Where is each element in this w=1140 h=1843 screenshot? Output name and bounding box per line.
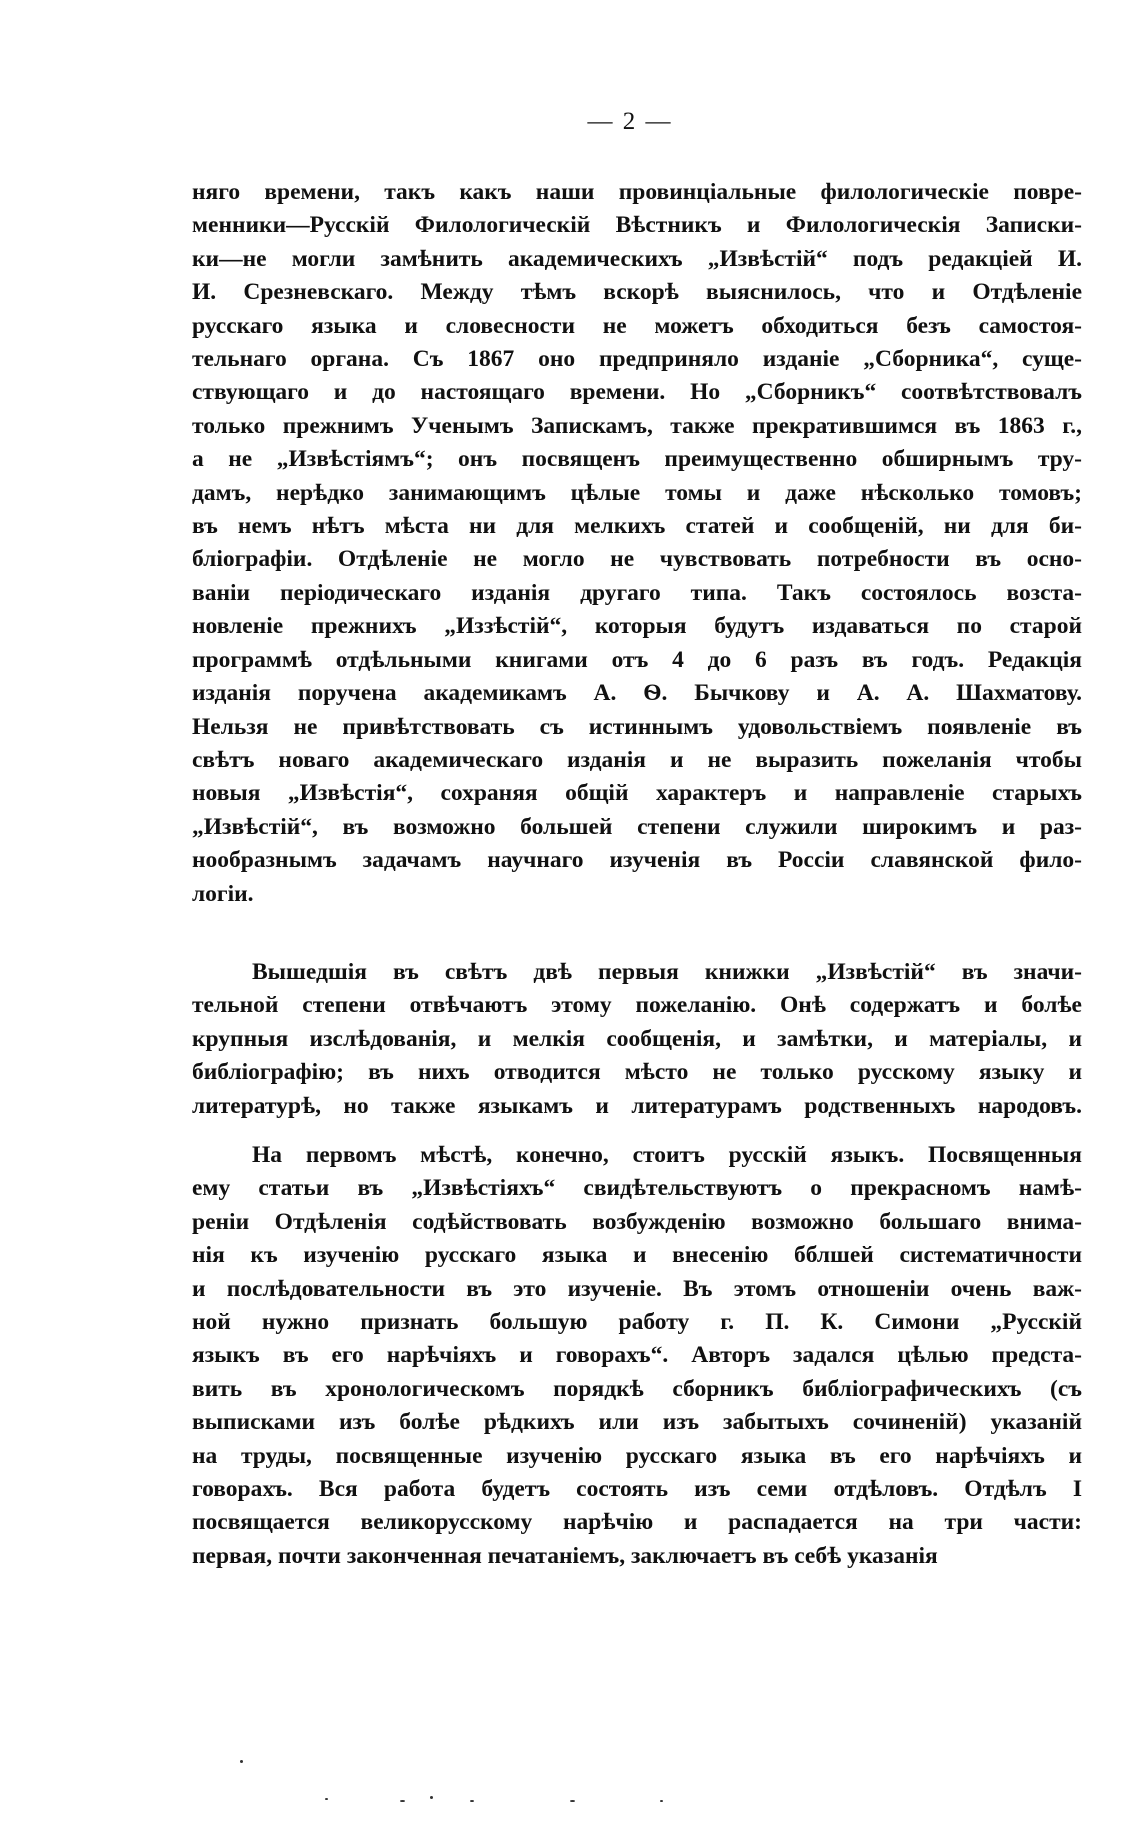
text-line: ствующаго и до настоящаго времени. Но „Сборникъ“ соотвѣтствовалъ: [192, 379, 1082, 406]
text-line: дамъ, нерѣдко занимающимъ цѣлые томы и даже нѣсколько томовъ;: [192, 479, 1082, 506]
paragraph-3: [192, 1139, 1082, 1573]
text-line: ваніи періодическаго изданія другаго типа. Такъ состоялось возста-: [192, 579, 1082, 606]
text-line: нообразнымъ задачамъ научнаго изученія въ Россіи славянской фило-: [192, 847, 1082, 874]
text-line: посвящается великорусскому нарѣчію и распадается на три части:: [192, 1509, 1082, 1536]
paragraph-1: [192, 176, 1082, 911]
text-line: программѣ отдѣльными книгами отъ 4 до 6 разъ въ годъ. Редакція: [192, 646, 1082, 673]
text-line: на труды, посвященные изученію русскаго языка въ его нарѣчіяхъ и: [192, 1442, 1082, 1469]
text-line: бліографіи. Отдѣленіе не могло не чувствовать потребности въ осно-: [192, 546, 1082, 573]
text-line: „Извѣстій“, въ возможно большей степени служили широкимъ и раз-: [192, 813, 1082, 840]
text-line: выписками изъ болѣе рѣдкихъ или изъ забытыхъ сочиненій) указаній: [192, 1409, 1082, 1436]
text-line: и послѣдовательности въ это изученіе. Въ этомъ отношеніи очень важ-: [192, 1275, 1082, 1302]
text-line: а не „Извѣстіямъ“; онъ посвященъ преимущественно обширнымъ тру-: [192, 446, 1082, 473]
text-line: крупныя изслѣдованія, и мелкія сообщенія, и замѣтки, и матеріалы, и: [192, 1025, 1082, 1052]
scan-speck: [660, 1800, 663, 1802]
text-line: тельнаго органа. Съ 1867 оно предприняло изданіе „Сборника“, суще-: [192, 346, 1082, 373]
text-line: вить въ хронологическомъ порядкѣ сборникъ библіографическихъ (съ: [192, 1375, 1082, 1402]
text-line: реніи Отдѣленія содѣйствовать возбужденію возможно большаго внима-: [192, 1208, 1082, 1235]
text-line: На первомъ мѣстѣ, конечно, стоитъ русскій языкъ. Посвященныя: [252, 1142, 1082, 1168]
scan-speck: [570, 1800, 575, 1802]
text-line: няго времени, такъ какъ наши провинціальные филологическіе повре-: [192, 179, 1082, 205]
text-line: нія къ изученію русскаго языка и внесенію бблшей систематичности: [192, 1242, 1082, 1269]
text-line: русскаго языка и словесности не можетъ обходиться безъ самостоя-: [192, 312, 1082, 339]
text-line: свѣтъ новаго академическаго изданія и не выразить пожеланія чтобы: [192, 746, 1082, 773]
scan-speck: [470, 1800, 474, 1802]
scan-speck: [240, 1760, 243, 1763]
text-line: Вышедшія въ свѣтъ двѣ первыя книжки „Извѣстій“ въ значи-: [252, 959, 1082, 985]
text-line: И. Срезневскаго. Между тѣмъ вскорѣ выяснилось, что и Отдѣленіе: [192, 279, 1082, 306]
text-line: ки—не могли замѣнить академическихъ „Извѣстій“ подъ редакціей И.: [192, 245, 1082, 272]
scan-specks: [0, 1760, 1140, 1820]
text-line: языкъ въ его нарѣчіяхъ и говорахъ“. Авторъ задался цѣлью предста-: [192, 1342, 1082, 1369]
page-number: — 2 —: [587, 108, 673, 135]
text-line: тельной степени отвѣчаютъ этому пожеланію. Онѣ содержатъ и болѣе: [192, 992, 1082, 1019]
scan-speck: [430, 1796, 433, 1799]
paragraph-2: [192, 956, 1082, 1123]
text-line: логіи.: [192, 880, 254, 907]
text-line: ему статьи въ „Извѣстіяхъ“ свидѣтельствуютъ о прекрасномъ намѣ-: [192, 1175, 1082, 1202]
text-line: новленіе прежнихъ „Иззѣстій“, которыя будутъ издаваться по старой: [192, 613, 1082, 640]
text-line: менники—Русскій Филологическій Вѣстникъ и Филологическія Записки-: [192, 212, 1082, 239]
text-line: говорахъ. Вся работа будетъ состоять изъ семи отдѣловъ. Отдѣлъ I: [192, 1476, 1082, 1503]
text-line: первая, почти законченная печатаніемъ, заключаетъ въ себѣ указанія: [192, 1542, 938, 1569]
scan-speck: [400, 1800, 405, 1802]
text-line: новыя „Извѣстія“, сохраняя общій характеръ и направленіе старыхъ: [192, 780, 1082, 807]
text-line: литературѣ, но также языкамъ и литературамъ родственныхъ народовъ.: [192, 1092, 1082, 1119]
scan-speck: [325, 1798, 328, 1800]
text-line: ной нужно признать большую работу г. П. К. Симони „Русскій: [192, 1309, 1082, 1336]
text-line: только прежнимъ Ученымъ Запискамъ, также прекратившимся въ 1863 г.,: [192, 412, 1082, 439]
text-line: въ немъ нѣтъ мѣста ни для мелкихъ статей и сообщеній, ни для би-: [192, 513, 1082, 540]
text-line: изданія поручена академикамъ А. Ѳ. Бычкову и А. А. Шахматову.: [192, 680, 1082, 707]
text-line: библіографію; въ нихъ отводится мѣсто не только русскому языку и: [192, 1059, 1082, 1086]
text-line: Нельзя не привѣтствовать съ истиннымъ удовольствіемъ появленіе въ: [192, 713, 1082, 740]
